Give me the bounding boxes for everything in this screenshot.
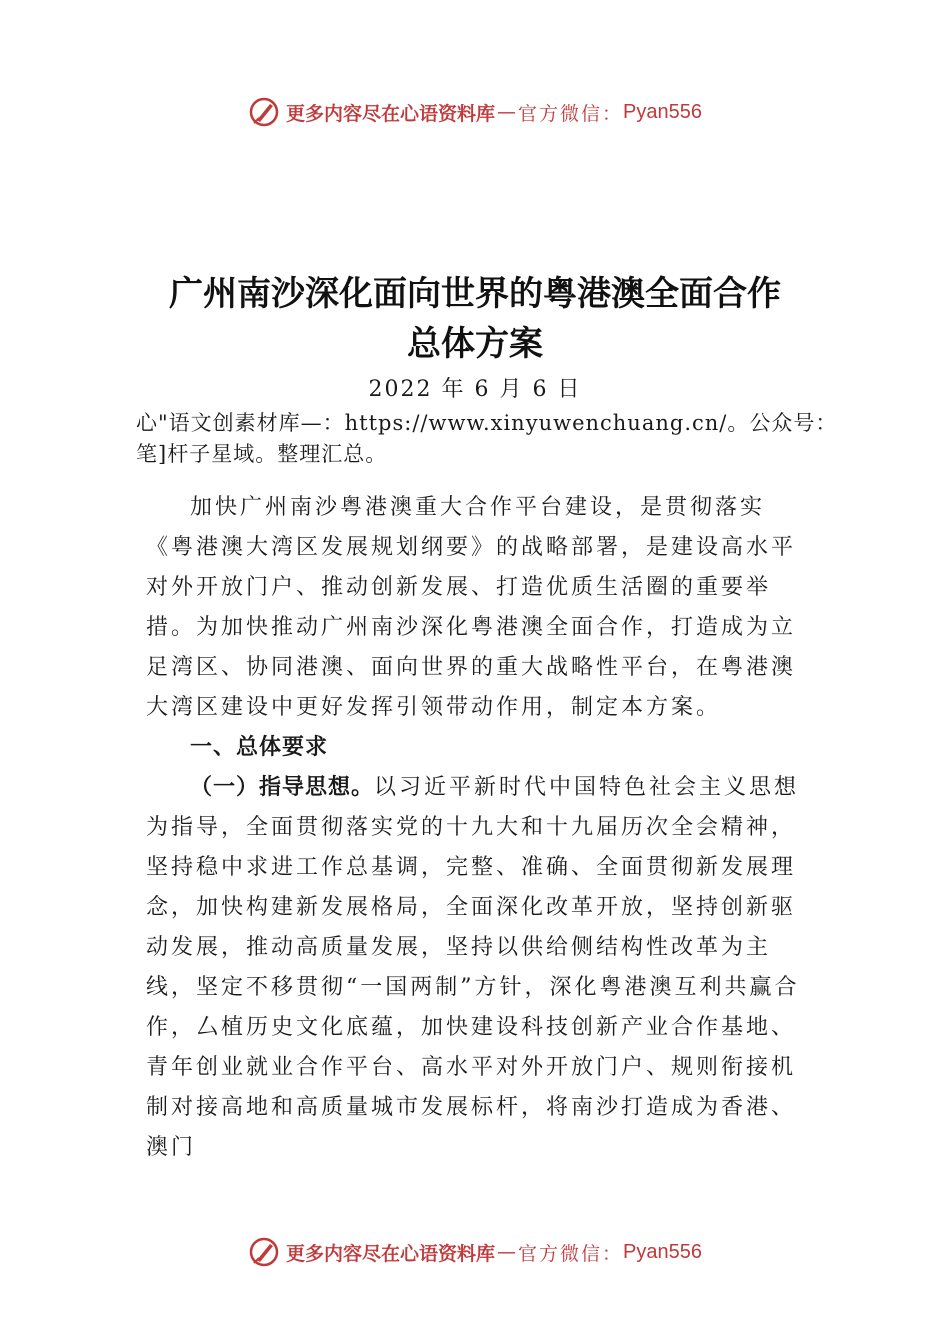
header-banner	[0, 92, 950, 132]
quill-logo-icon	[248, 1236, 280, 1268]
banner-main-text: 更多内容尽在心语资料库	[286, 1242, 496, 1265]
banner-sub-text: 官方微信：	[518, 1242, 624, 1265]
document-body	[146, 488, 810, 1168]
banner-wechat-id: Pyan556	[623, 1240, 702, 1263]
source-note: 心"语文创素材库—：https://www.xinyuwenchuang.cn/。公众号：笔]杆子星域。整理汇总。	[136, 411, 838, 466]
document-title-line2: 总体方案	[407, 324, 543, 364]
banner-wechat-id: Pyan556	[623, 100, 702, 123]
quill-logo-icon	[248, 96, 280, 128]
subsection-text: 以习近平新时代中国特色社会主义思想为指导，全面贯彻落实党的十九大和十九届历次全会精神，坚持稳中求进工作总基调，完整、准确、全面贯彻新发展理念，加快构建新发展格局，全面深化改革开放，坚持创新驱动发展，推动高质量发展，坚持以供给侧结构性改革为主线，坚定不移贯彻“一国两制”方针，深化粤港澳互利共赢合作，厶植历史文化底蕴，加快建设科技创新产业合作基地、青年创业就业合作平台、高水平对外开放门户、规则衔接机制对接高地和高质量城市发展标杆，将南沙打造成为香港、澳门	[146, 775, 800, 1160]
intro-paragraph: 加快广州南沙粤港澳重大合作平台建设，是贯彻落实《粤港澳大湾区发展规划纲要》的战略部署，是建设高水平对外开放门户、推动创新发展、打造优质生活圈的重要举措。为加快推动广州南沙深化粤港澳全面合作，打造成为立足湾区、协同港澳、面向世界的重大战略性平台，在粤港澳大湾区建设中更好发挥引领带动作用，制定本方案。	[146, 495, 797, 720]
subsection-lead: （一）指导思想。	[190, 775, 375, 800]
banner-main-text: 更多内容尽在心语资料库	[286, 102, 496, 125]
banner-dash: —	[497, 101, 517, 123]
banner-dash: —	[497, 1241, 517, 1263]
document-title-line1: 广州南沙深化面向世界的粤港澳全面合作	[169, 274, 781, 314]
section-heading: 一、总体要求	[190, 735, 329, 760]
document-date: 2022 年 6 月 6 日	[368, 377, 582, 402]
subsection-paragraph	[146, 768, 810, 1168]
banner-sub-text: 官方微信：	[518, 102, 624, 125]
footer-banner	[0, 1232, 950, 1272]
